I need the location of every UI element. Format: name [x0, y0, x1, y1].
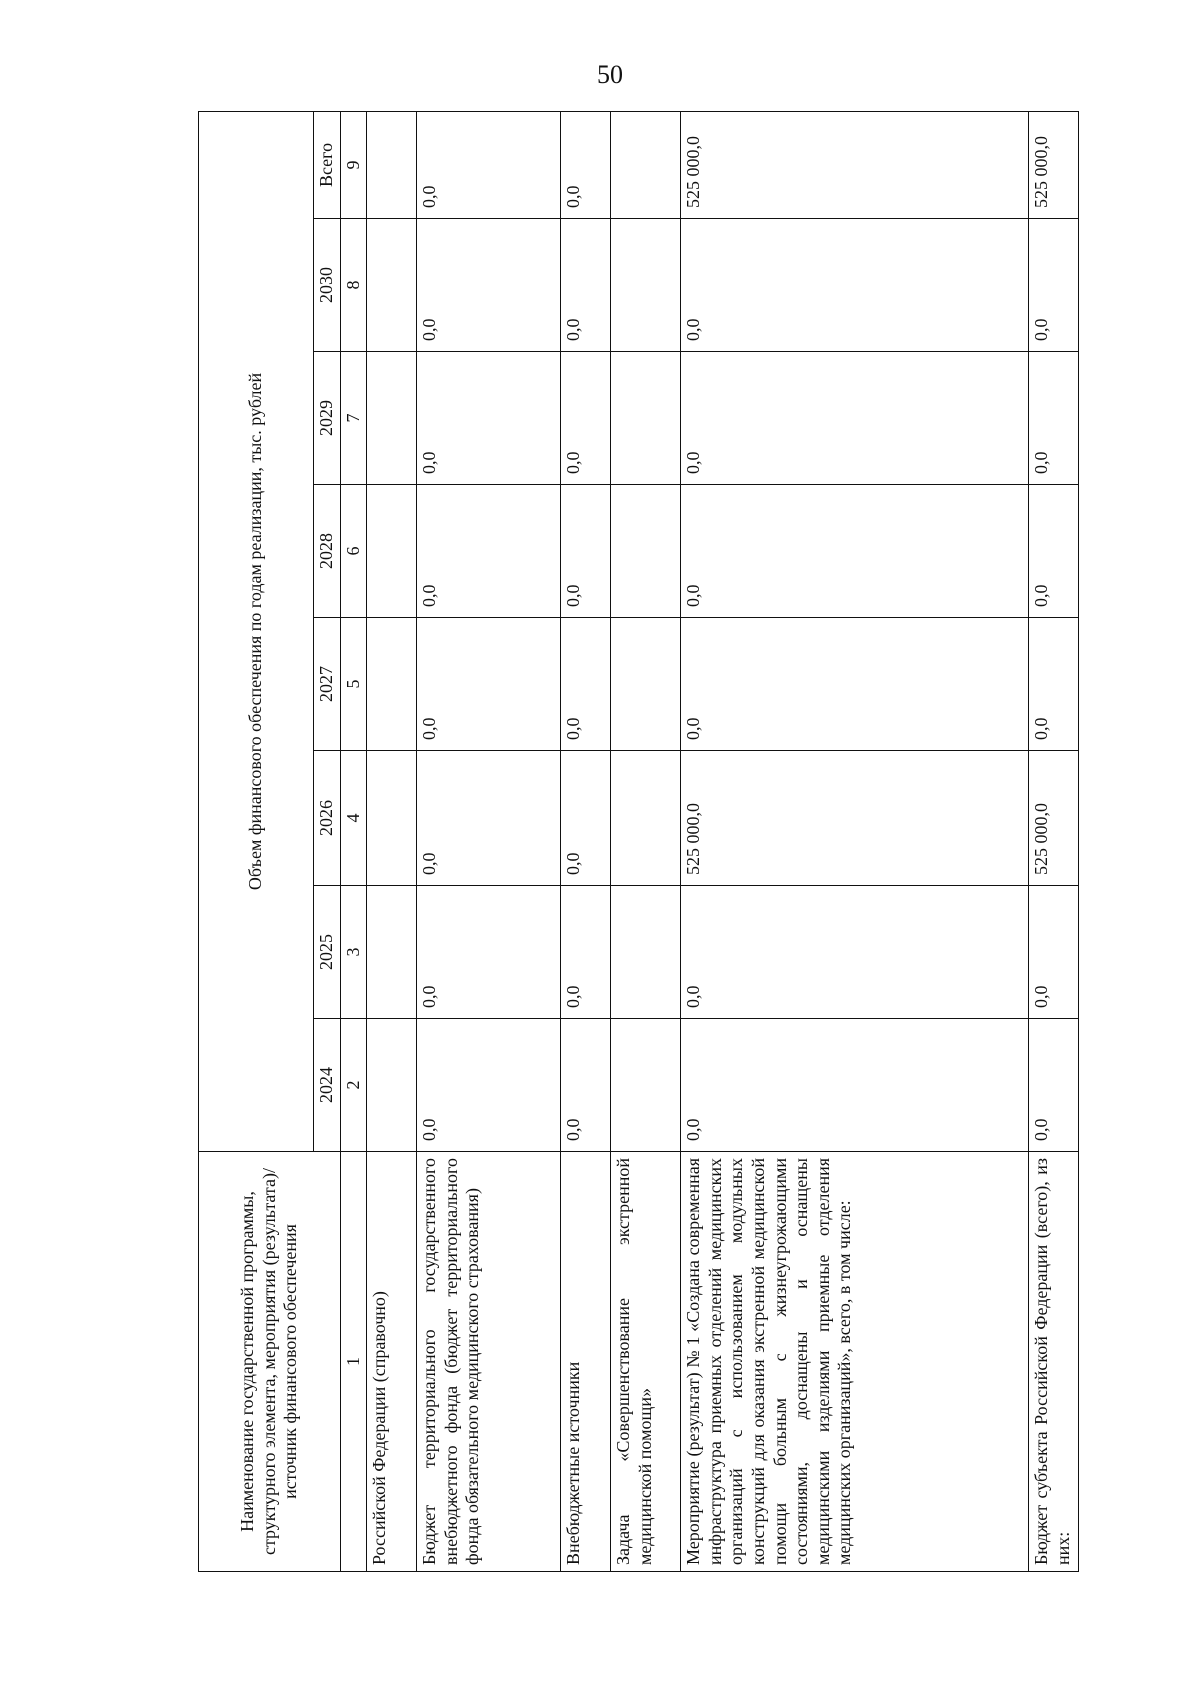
row-value — [611, 485, 681, 618]
row-value: 525 000,0 — [681, 111, 1029, 218]
row-value: 0,0 — [561, 485, 611, 618]
header-name-column: Наименование государственной программы, структурного элемента, мероприятия (результата)/источник финансового обеспечения — [199, 1152, 341, 1572]
row-value: 0,0 — [1029, 219, 1079, 352]
row-value: 0,0 — [417, 485, 561, 618]
row-value: 0,0 — [681, 219, 1029, 352]
row-value — [367, 111, 417, 218]
header-year: 2028 — [314, 485, 341, 618]
header-year: 2025 — [314, 886, 341, 1019]
financing-table-container — [198, 112, 1103, 1572]
row-value: 0,0 — [417, 751, 561, 886]
row-value: 0,0 — [417, 111, 561, 218]
row-name: Мероприятие (результат) № 1 «Создана современная инфраструктура приемных отделений медицинских организаций с использованием модульных конструкций для оказания экстренной медицинской помощи больным с жизнеугрожающими состояниями, доснащены и оснащены медицинскими изделиями приемные отделения медицинских организаций», всего, в том числе: — [681, 1152, 1029, 1572]
row-value: 525 000,0 — [1029, 751, 1079, 886]
financing-table — [198, 111, 1079, 1572]
row-value — [367, 485, 417, 618]
table-row — [367, 111, 417, 1571]
row-value — [611, 111, 681, 218]
table-row — [611, 111, 681, 1571]
row-value — [367, 1019, 417, 1152]
row-value — [367, 219, 417, 352]
row-value: 0,0 — [681, 485, 1029, 618]
header-year: 2026 — [314, 751, 341, 886]
row-value: 0,0 — [681, 1019, 1029, 1152]
row-value: 0,0 — [1029, 485, 1079, 618]
column-index: 4 — [340, 751, 367, 886]
header-total: Всего — [314, 111, 341, 218]
row-value: 0,0 — [561, 751, 611, 886]
row-name: Российской Федерации (справочно) — [367, 1152, 417, 1572]
column-index: 2 — [340, 1019, 367, 1152]
row-value: 0,0 — [1029, 886, 1079, 1019]
row-name: Задача «Совершенствование экстренной медицинской помощи» — [611, 1152, 681, 1572]
row-value: 525 000,0 — [681, 751, 1029, 886]
row-value — [367, 886, 417, 1019]
row-value: 0,0 — [681, 618, 1029, 751]
row-value: 0,0 — [417, 886, 561, 1019]
row-value — [367, 618, 417, 751]
row-name: Бюджет субъекта Российской Федерации (всего), из них: — [1029, 1152, 1079, 1572]
header-year: 2027 — [314, 618, 341, 751]
row-value — [367, 352, 417, 485]
row-value: 0,0 — [1029, 352, 1079, 485]
row-value: 0,0 — [681, 886, 1029, 1019]
table-row — [561, 111, 611, 1571]
column-index: 9 — [340, 111, 367, 218]
table-row — [1029, 111, 1079, 1571]
row-value — [367, 751, 417, 886]
row-value: 0,0 — [1029, 618, 1079, 751]
row-value: 0,0 — [561, 111, 611, 218]
column-index: 3 — [340, 886, 367, 1019]
header-year: 2029 — [314, 352, 341, 485]
page-number: 50 — [597, 60, 623, 89]
column-index: 5 — [340, 618, 367, 751]
row-value — [611, 219, 681, 352]
row-value: 0,0 — [561, 886, 611, 1019]
column-index: 7 — [340, 352, 367, 485]
header-year: 2024 — [314, 1019, 341, 1152]
row-value: 0,0 — [417, 1019, 561, 1152]
row-value: 0,0 — [681, 352, 1029, 485]
row-value: 0,0 — [417, 352, 561, 485]
row-value: 0,0 — [561, 352, 611, 485]
row-value — [611, 751, 681, 886]
header-financing-group: Объем финансового обеспечения по годам реализации, тыс. рублей — [199, 111, 314, 1151]
row-name: Бюджет территориального государственного внебюджетного фонда (бюджет территориального фонда обязательного медицинского страхования) — [417, 1152, 561, 1572]
table-row — [681, 111, 1029, 1571]
row-name: Внебюджетные источники — [561, 1152, 611, 1572]
column-index: 1 — [340, 1152, 367, 1572]
table-row — [417, 111, 561, 1571]
row-value: 0,0 — [561, 1019, 611, 1152]
row-value: 0,0 — [561, 618, 611, 751]
row-value: 0,0 — [561, 219, 611, 352]
row-value: 0,0 — [417, 219, 561, 352]
header-year: 2030 — [314, 219, 341, 352]
row-value: 0,0 — [1029, 1019, 1079, 1152]
row-value: 0,0 — [417, 618, 561, 751]
row-value — [611, 618, 681, 751]
row-value — [611, 352, 681, 485]
row-value — [611, 886, 681, 1019]
column-index: 6 — [340, 485, 367, 618]
row-value: 525 000,0 — [1029, 111, 1079, 218]
column-index: 8 — [340, 219, 367, 352]
row-value — [611, 1019, 681, 1152]
